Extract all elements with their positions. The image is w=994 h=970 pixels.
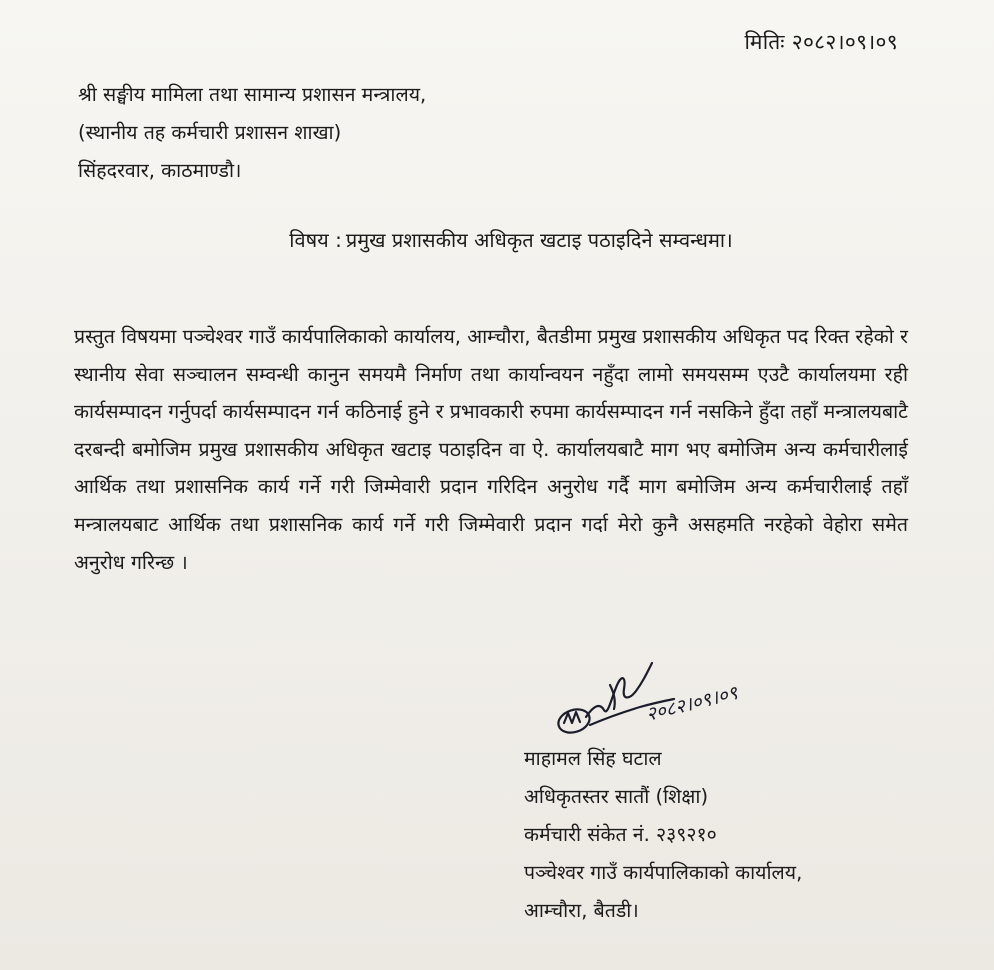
signer-office: पञ्चेश्वर गाउँ कार्यपालिकाको कार्यालय, [524,861,803,884]
signer-designation: अधिकृतस्तर सातौं (शिक्षा) [524,785,709,808]
recipient-line-2: (स्थानीय तह कर्मचारी प्रशासन शाखा) [78,121,342,144]
signer-employee-id: कर्मचारी संकेत नं. २३९२१० [524,823,717,846]
body-paragraph: प्रस्तुत विषयमा पञ्चेश्वर गाउँ कार्यपालिकाको कार्यालय, आम्चौरा, बैतडीमा प्रमुख प्रशासकीय अधिकृत पद रिक्त रहेको र स्थानीय सेवा सञ्चालन सम्वन्धी कानुन समयमै निर्माण तथा कार्यान्वयन नहुँदा लामो समयसम्म एउटै कार्यालयमा रही कार्यसम्पादन गर्नुपर्दा कार्यसम्पादन गर्न कठिनाई हुने र प्रभावकारी रुपमा कार्यसम्पादन गर्न नसकिने हुँदा तहाँ मन्त्रालयबाटै दरबन्दी बमोजिम प्रमुख प्रशासकीय अधिकृत खटाइ पठाइदिन वा ऐ. कार्यालयबाटै माग भए बमोजिम अन्य कर्मचारीलाई आर्थिक तथा प्रशासनिक कार्य गर्ने गरी जिम्मेवारी प्रदान गरिदिन अनुरोध गर्दै माग बमोजिम अन्य कर्मचारीलाई तहाँ मन्त्रालयबाट आर्थिक तथा प्रशासनिक कार्य गर्ने गरी जिम्मेवारी प्रदान गर्दा मेरो कुनै असहमति नरहेको वेहोरा समेत अनुरोध गरिन्छ । [74,325,908,574]
recipient-line-3: सिंहदरवार, काठमाण्डौ। [78,159,242,182]
subject-line [0,226,994,253]
signer-location: आम्चौरा, बैतडी। [524,899,639,922]
subject-text: प्रमुख प्रशासकीय अधिकृत खटाइ पठाइदिने सम्वन्धमा। [345,228,733,252]
date-label: मितिः [744,30,785,54]
recipient-line-1: श्री सङ्घीय मामिला तथा सामान्य प्रशासन मन्त्रालय, [78,83,427,106]
handwritten-signature [556,655,796,745]
subject-label: विषय : [289,228,342,252]
letter-date [744,28,898,56]
date-value: २०८२।०९।०९ [791,30,898,54]
recipient-address [78,76,426,190]
signer-name: माहामल सिंह घटाल [524,747,662,770]
handwritten-date: २०८२।०९।०९ [643,681,740,726]
signer-block [524,740,802,930]
